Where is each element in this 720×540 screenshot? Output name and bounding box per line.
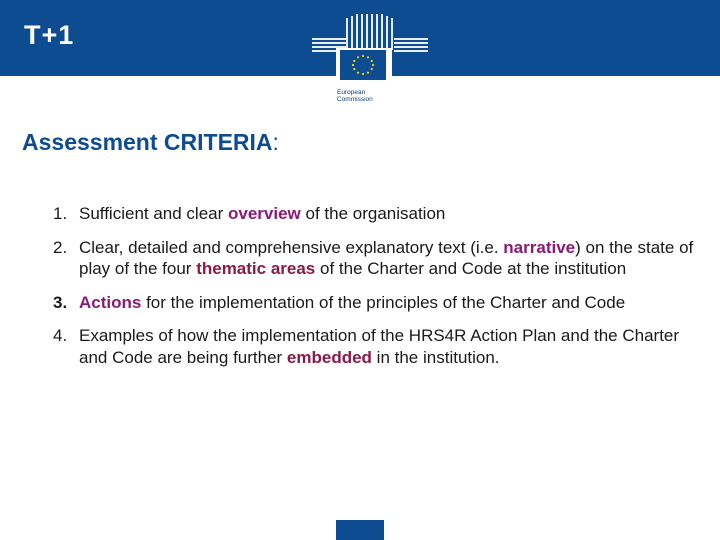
item-text: of the Charter and Code at the institution bbox=[315, 259, 627, 278]
criteria-list bbox=[50, 203, 700, 380]
item-number: 4. bbox=[53, 326, 68, 345]
berlaymont-icon bbox=[310, 14, 430, 100]
item-number: 2. bbox=[53, 237, 68, 257]
item-text: Clear, detailed and comprehensive explanatory text (i.e. bbox=[79, 237, 504, 257]
list-item bbox=[50, 325, 700, 368]
highlight-term: Actions bbox=[79, 292, 142, 312]
heading-colon: : bbox=[272, 129, 279, 155]
item-text: Examples of how the implementation of the HRS4R Action Plan and the Charter and Code are being further bbox=[79, 326, 680, 367]
item-number: 3. bbox=[53, 292, 68, 312]
logo-wordmark bbox=[337, 89, 393, 103]
item-text: for the implementation of the principles of the Charter and Code bbox=[141, 292, 626, 312]
logo-line-2: Commission bbox=[337, 96, 373, 103]
european-commission-logo bbox=[310, 14, 430, 103]
slide-title: T+1 bbox=[24, 20, 75, 50]
highlight-term: thematic areas bbox=[196, 259, 316, 278]
item-number: 1. bbox=[53, 204, 68, 223]
list-item bbox=[50, 292, 700, 314]
logo-line-1: European bbox=[337, 89, 366, 96]
item-text: Sufficient and clear bbox=[79, 204, 228, 223]
item-text: of the organisation bbox=[300, 204, 446, 223]
section-heading bbox=[22, 129, 279, 156]
list-item bbox=[50, 203, 700, 225]
highlight-term: overview bbox=[228, 204, 301, 223]
item-text: ) on the state of play of the four bbox=[79, 237, 694, 278]
item-text: in the institution. bbox=[371, 347, 500, 367]
list-item bbox=[50, 237, 700, 280]
highlight-term: embedded bbox=[286, 347, 372, 367]
highlight-term: narrative bbox=[503, 237, 576, 257]
heading-text: Assessment CRITERIA bbox=[22, 129, 273, 155]
footer-flag-decoration bbox=[336, 520, 384, 540]
